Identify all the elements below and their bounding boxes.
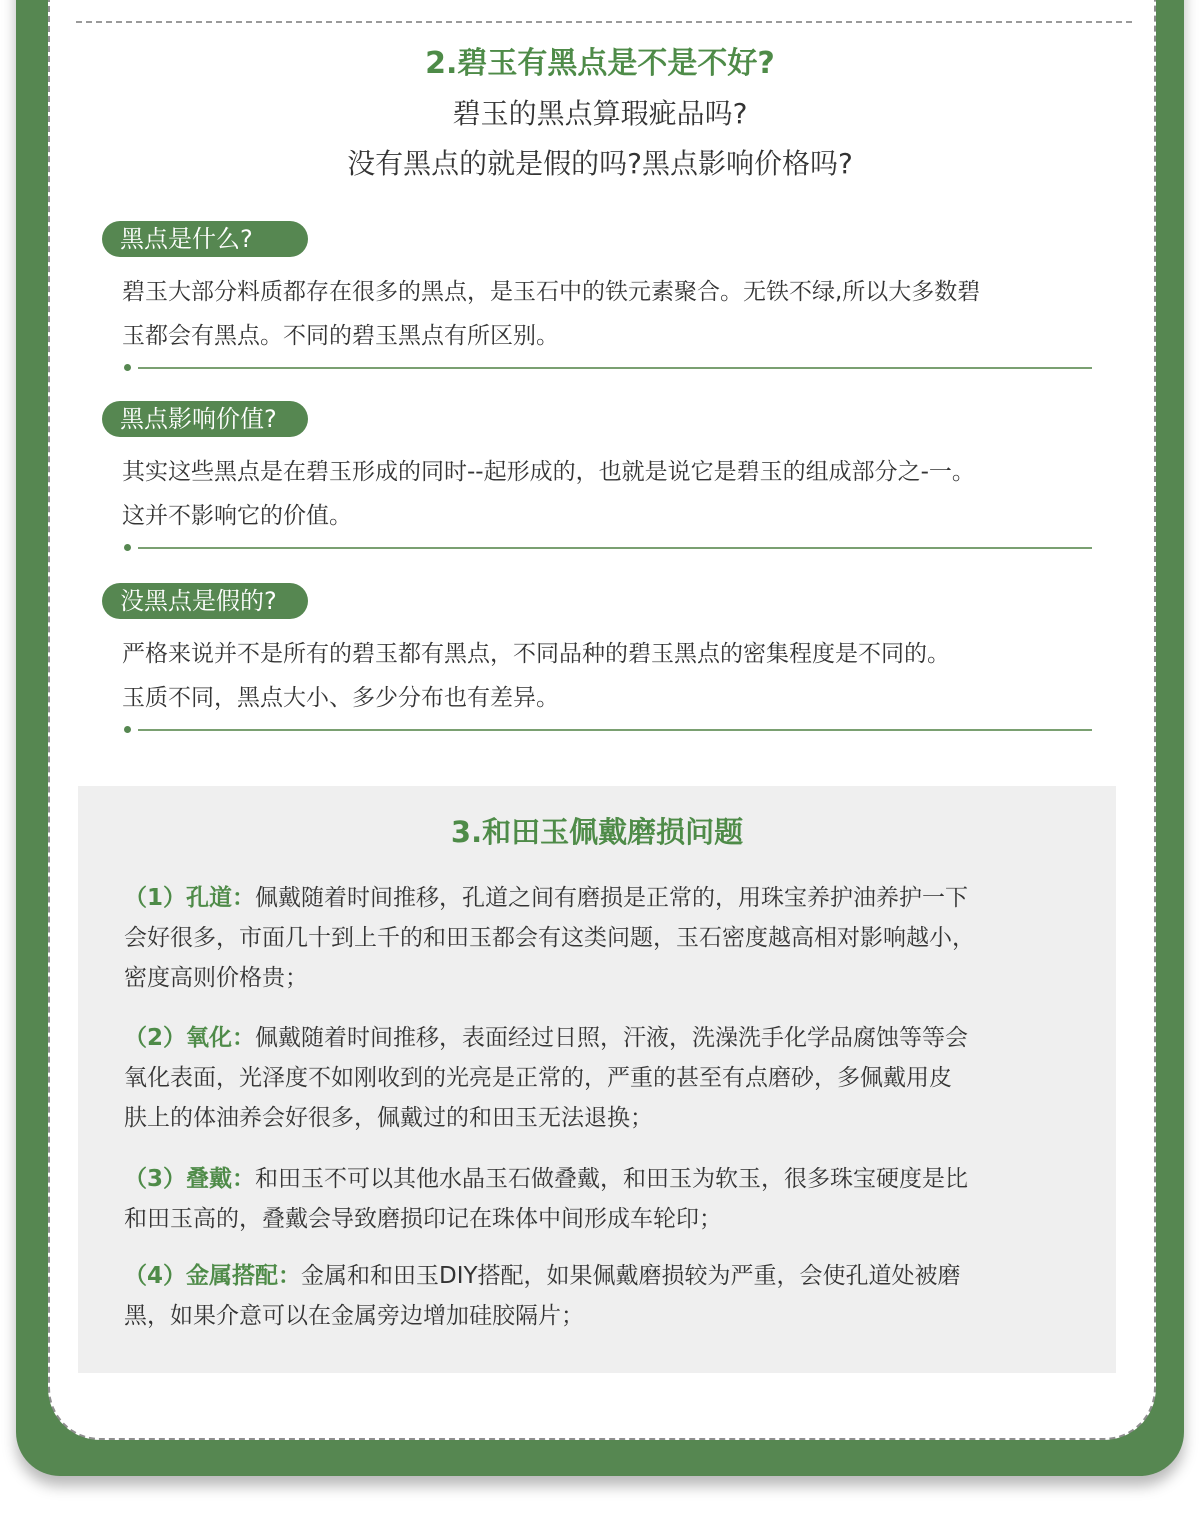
answer-line: 碧玉大部分料质都存在很多的黑点，是玉石中的铁元素聚合。无铁不绿,所以大多数碧 (122, 279, 981, 305)
answer-line: 玉质不同，黑点大小、多少分布也有差异。 (122, 685, 559, 711)
section2-subtitle-2: 没有黑点的就是假的吗?黑点影响价格吗? (347, 147, 853, 180)
section2-title: 2.碧玉有黑点是不是不好? (425, 46, 775, 81)
wear-item-hole (124, 878, 1084, 998)
wear-item-stacking (124, 1159, 1084, 1239)
qa-divider (124, 544, 1092, 552)
divider-dot (124, 726, 131, 733)
wear-item-text: 黑，如果介意可以在金属旁边增加硅胶隔片； (124, 1303, 584, 1329)
qa-answer-no-spots-fake (122, 632, 1097, 720)
wear-item-text: 佩戴随着时间推移，孔道之间有磨损是正常的，用珠宝养护油养护一下 (255, 885, 969, 911)
divider-line (138, 729, 1092, 731)
divider-dot (124, 544, 131, 551)
qa-answer-affect-value (122, 450, 1097, 538)
answer-line: 玉都会有黑点。不同的碧玉黑点有所区别。 (122, 323, 559, 349)
qa-tag-what-are-spots: 黑点是什么? (102, 221, 308, 257)
qa-divider (124, 726, 1092, 734)
wear-item-oxidation (124, 1018, 1084, 1138)
answer-line: 其实这些黑点是在碧玉形成的同时--起形成的，也就是说它是碧玉的组成部分之-一。 (122, 459, 975, 485)
wear-item-text: 金属和和田玉DIY搭配，如果佩戴磨损较为严重，会使孔道处被磨 (301, 1263, 961, 1289)
section3-panel (78, 786, 1116, 1373)
qa-divider (124, 364, 1092, 372)
divider-line (138, 367, 1092, 369)
qa-tag-affect-value: 黑点影响价值? (102, 401, 308, 437)
divider-dot (124, 364, 131, 371)
wear-item-label: （2）氧化： (124, 1025, 256, 1051)
section2-subtitle-1: 碧玉的黑点算瑕疵品吗? (452, 97, 748, 130)
qa-answer-what-are-spots (122, 270, 1097, 358)
wear-item-text: 会好很多，市面几十到上千的和田玉都会有这类问题，玉石密度越高相对影响越小， (124, 925, 975, 951)
divider-line (138, 547, 1092, 549)
wear-item-text: 和田玉高的，叠戴会导致磨损印记在珠体中间形成车轮印； (124, 1206, 722, 1232)
wear-item-text: 密度高则价格贵； (124, 965, 308, 991)
answer-line: 严格来说并不是所有的碧玉都有黑点，不同品种的碧玉黑点的密集程度是不同的。 (122, 641, 950, 667)
qa-tag-no-spots-fake: 没黑点是假的? (102, 583, 308, 619)
wear-item-label: （4）金属搭配： (124, 1263, 302, 1289)
section3-title: 3.和田玉佩戴磨损问题 (450, 815, 744, 849)
top-dashed-divider (76, 21, 1132, 23)
wear-item-label: （3）叠戴： (124, 1166, 256, 1192)
wear-item-text: 氧化表面，光泽度不如刚收到的光亮是正常的，严重的甚至有点磨砂，多佩戴用皮 (124, 1065, 952, 1091)
wear-item-text: 佩戴随着时间推移，表面经过日照，汗液，洗澡洗手化学品腐蚀等等会 (255, 1025, 969, 1051)
wear-item-label: （1）孔道： (124, 885, 256, 911)
wear-item-text: 和田玉不可以其他水晶玉石做叠戴，和田玉为软玉，很多珠宝硬度是比 (255, 1166, 969, 1192)
wear-item-text: 肤上的体油养会好很多，佩戴过的和田玉无法退换； (124, 1105, 653, 1131)
wear-item-metal (124, 1256, 1084, 1336)
answer-line: 这并不影响它的价值。 (122, 503, 352, 529)
